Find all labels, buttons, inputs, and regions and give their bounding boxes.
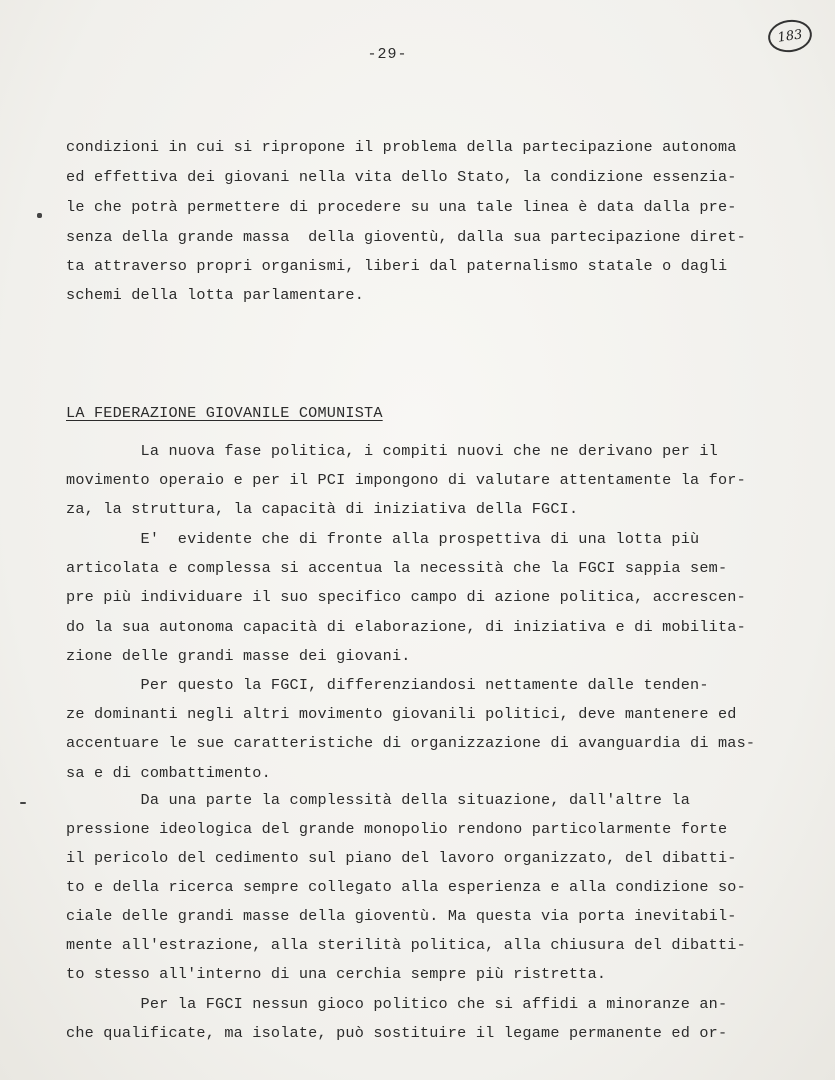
page-number: -29- [367,46,408,63]
text-line: ta attraverso propri organismi, liberi dal paternalismo statale o dagli [66,257,728,275]
text-line: che qualificate, ma isolate, può sostituire il legame permanente ed or- [66,1024,728,1042]
text-line: to stesso all'interno di una cerchia sempre più ristretta. [66,965,607,983]
text-line: senza della grande massa della gioventù, dalla sua partecipazione diret- [66,228,746,246]
text-line: za, la struttura, la capacità di iniziativa della FGCI. [66,500,579,518]
text-line: La nuova fase politica, i compiti nuovi che ne derivano per il [66,442,718,460]
text-line: E' evidente che di fronte alla prospettiva di una lotta più [66,530,700,548]
margin-dash [20,802,26,804]
text-line: zione delle grandi masse dei giovani. [66,647,411,665]
text-line: accentuare le sue caratteristiche di organizzazione di avanguardia di mas- [66,734,756,752]
text-line: mente all'estrazione, alla sterilità politica, alla chiusura del dibatti- [66,936,746,954]
text-line: to e della ricerca sempre collegato alla esperienza e alla condizione so- [66,878,746,896]
archive-stamp: 183 [766,17,814,55]
text-line: condizioni in cui si ripropone il problema della partecipazione autonoma [66,138,737,156]
text-line: ciale delle grandi masse della gioventù. Ma questa via porta inevitabil- [66,907,737,925]
text-line: Per questo la FGCI, differenziandosi nettamente dalle tenden- [66,676,709,694]
section-heading: LA FEDERAZIONE GIOVANILE COMUNISTA [66,404,383,422]
text-line: articolata e complessa si accentua la necessità che la FGCI sappia sem- [66,559,728,577]
text-line: ed effettiva dei giovani nella vita dello Stato, la condizione essenzia- [66,168,737,186]
text-line: do la sua autonoma capacità di elaborazione, di iniziativa e di mobilita- [66,618,746,636]
text-line: movimento operaio e per il PCI impongono di valutare attentamente la for- [66,471,746,489]
margin-dot [37,213,42,218]
text-line: le che potrà permettere di procedere su una tale linea è data dalla pre- [66,198,737,216]
text-line: il pericolo del cedimento sul piano del lavoro organizzato, del dibatti- [66,849,737,867]
text-line: schemi della lotta parlamentare. [66,286,365,304]
text-line: sa e di combattimento. [66,764,271,782]
text-line: Da una parte la complessità della situazione, dall'altre la [66,791,691,809]
text-line: pressione ideologica del grande monopolio rendono particolarmente forte [66,820,728,838]
text-line: ze dominanti negli altri movimento giovanili politici, deve mantenere ed [66,705,737,723]
text-line: pre più individuare il suo specifico campo di azione politica, accrescen- [66,588,746,606]
text-line: Per la FGCI nessun gioco politico che si affidi a minoranze an- [66,995,728,1013]
